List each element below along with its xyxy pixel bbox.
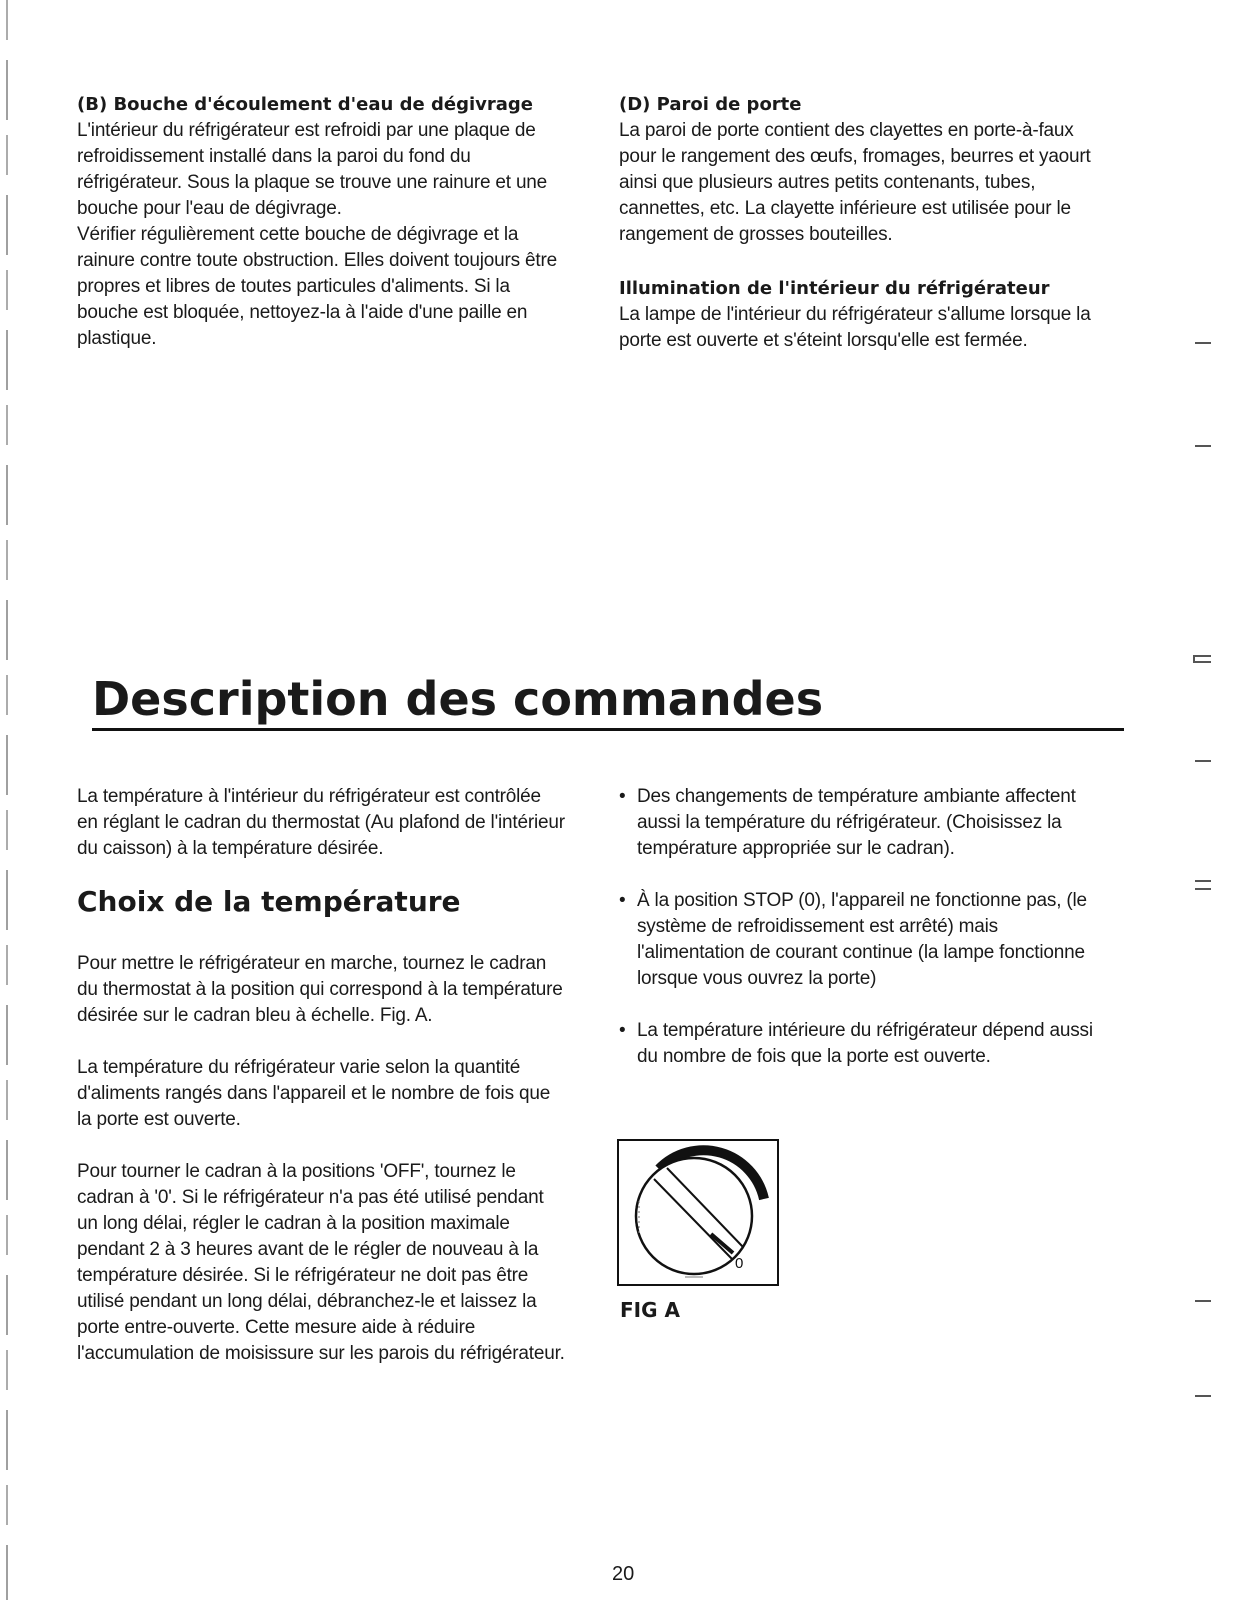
scan-mark (1195, 760, 1211, 762)
text-line: cadran à '0'. Si le réfrigérateur n'a pas été utilisé pendant (77, 1187, 544, 1208)
intro-paragraph (77, 784, 607, 862)
text-line: • La température intérieure du réfrigérateur dépend aussi (637, 1020, 1093, 1041)
text-line: l'accumulation de moisissure sur les parois du réfrigérateur. (77, 1343, 565, 1364)
scan-mark (1195, 888, 1211, 890)
section-door-body (619, 118, 1139, 248)
text-line: cannettes, etc. La clayette inférieure est utilisée pour le (619, 198, 1071, 219)
text-line: La température du réfrigérateur varie selon la quantité (77, 1057, 521, 1078)
scan-mark (1195, 342, 1211, 344)
text-line: du nombre de fois que la porte est ouverte. (637, 1046, 991, 1067)
list-item (619, 888, 1139, 992)
scan-edge-artifact (6, 0, 8, 1600)
text-line: du thermostat à la position qui correspond à la température (77, 979, 563, 1000)
text-line: un long délai, régler le cadran à la position maximale (77, 1213, 510, 1234)
text-line: ainsi que plusieurs autres petits contenants, tubes, (619, 172, 1036, 193)
text-line: La température à l'intérieur du réfrigérateur est contrôlée (77, 786, 541, 807)
scan-mark (1195, 1300, 1211, 1302)
text-line: température désirée. Si le réfrigérateur ne doit pas être (77, 1265, 529, 1286)
text-line: porte est ouverte et s'éteint lorsqu'elle est fermée. (619, 330, 1028, 351)
text-line: Pour mettre le réfrigérateur en marche, tournez le cadran (77, 953, 547, 974)
thermostat-figure (617, 1139, 779, 1286)
list-item (619, 1018, 1139, 1070)
text-line: du caisson) à la température désirée. (77, 838, 384, 859)
scan-mark (1195, 445, 1211, 447)
text-line: pendant 2 à 3 heures avant de le régler de nouveau à la (77, 1239, 539, 1260)
text-line: rangement de grosses bouteilles. (619, 224, 893, 245)
scan-mark (1193, 655, 1211, 663)
text-line: en réglant le cadran du thermostat (Au plafond de l'intérieur (77, 812, 565, 833)
text-line: Pour tourner le cadran à la positions 'OFF', tournez le (77, 1161, 516, 1182)
text-line: pour le rangement des œufs, fromages, beurres et yaourt (619, 146, 1091, 167)
text-line: porte entre-ouverte. Cette mesure aide à réduire (77, 1317, 476, 1338)
page-title: Description des commandes (92, 672, 1124, 731)
section-illumination-body (619, 302, 1139, 354)
temperature-body (77, 951, 607, 1393)
text-line: refroidissement installé dans la paroi du fond du (77, 146, 471, 167)
text-line: La paroi de porte contient des clayettes en porte-à-faux (619, 120, 1074, 141)
section-illumination (619, 276, 1139, 354)
section-drain-body (77, 118, 597, 352)
text-line: propres et libres de toutes particules d'aliments. Si la (77, 276, 510, 297)
list-item (619, 784, 1139, 862)
text-line: L'intérieur du réfrigérateur est refroidi par une plaque de (77, 120, 536, 141)
text-line: la porte est ouverte. (77, 1109, 241, 1130)
text-line: aussi la température du réfrigérateur. (Choisissez la (637, 812, 1062, 833)
text-line: plastique. (77, 328, 157, 349)
dial-zero-label: 0 (735, 1255, 744, 1272)
paragraph (77, 1055, 607, 1133)
text-line: • Des changements de température ambiante affectent (637, 786, 1076, 807)
text-line: température appropriée sur le cadran). (637, 838, 955, 859)
text-line: bouche pour l'eau de dégivrage. (77, 198, 342, 219)
section-drain-heading: (B) Bouche d'écoulement d'eau de dégivrage (77, 94, 533, 115)
section-illumination-heading: Illumination de l'intérieur du réfrigérateur (619, 278, 1050, 299)
text-line: réfrigérateur. Sous la plaque se trouve une rainure et une (77, 172, 548, 193)
thermostat-dial-icon (619, 1141, 777, 1284)
notes-list (619, 784, 1139, 1096)
page-number: 20 (612, 1563, 635, 1585)
text-line: désirée sur le cadran bleu à échelle. Fig. A. (77, 1005, 433, 1026)
text-line: l'alimentation de courant continue (la lampe fonctionne (637, 942, 1085, 963)
section-drain (77, 92, 597, 352)
text-line: Vérifier régulièrement cette bouche de dégivrage et la (77, 224, 519, 245)
text-line: rainure contre toute obstruction. Elles doivent toujours être (77, 250, 557, 271)
text-line: d'aliments rangés dans l'appareil et le nombre de fois que (77, 1083, 551, 1104)
paragraph (77, 951, 607, 1029)
section-door (619, 92, 1139, 248)
paragraph (77, 1159, 607, 1367)
scan-mark (1195, 880, 1211, 882)
text-line: lorsque vous ouvrez la porte) (637, 968, 877, 989)
scan-mark (1195, 1395, 1211, 1397)
figure-caption: FIG A (620, 1298, 680, 1322)
text-line: bouche est bloquée, nettoyez-la à l'aide d'une paille en (77, 302, 528, 323)
text-line: La lampe de l'intérieur du réfrigérateur s'allume lorsque la (619, 304, 1091, 325)
temperature-heading: Choix de la température (77, 885, 461, 918)
section-door-heading: (D) Paroi de porte (619, 94, 802, 115)
text-line: système de refroidissement est arrêté) mais (637, 916, 998, 937)
text-line: utilisé pendant un long délai, débranchez-le et laissez la (77, 1291, 537, 1312)
text-line: • À la position STOP (0), l'appareil ne fonctionne pas, (le (637, 890, 1087, 911)
